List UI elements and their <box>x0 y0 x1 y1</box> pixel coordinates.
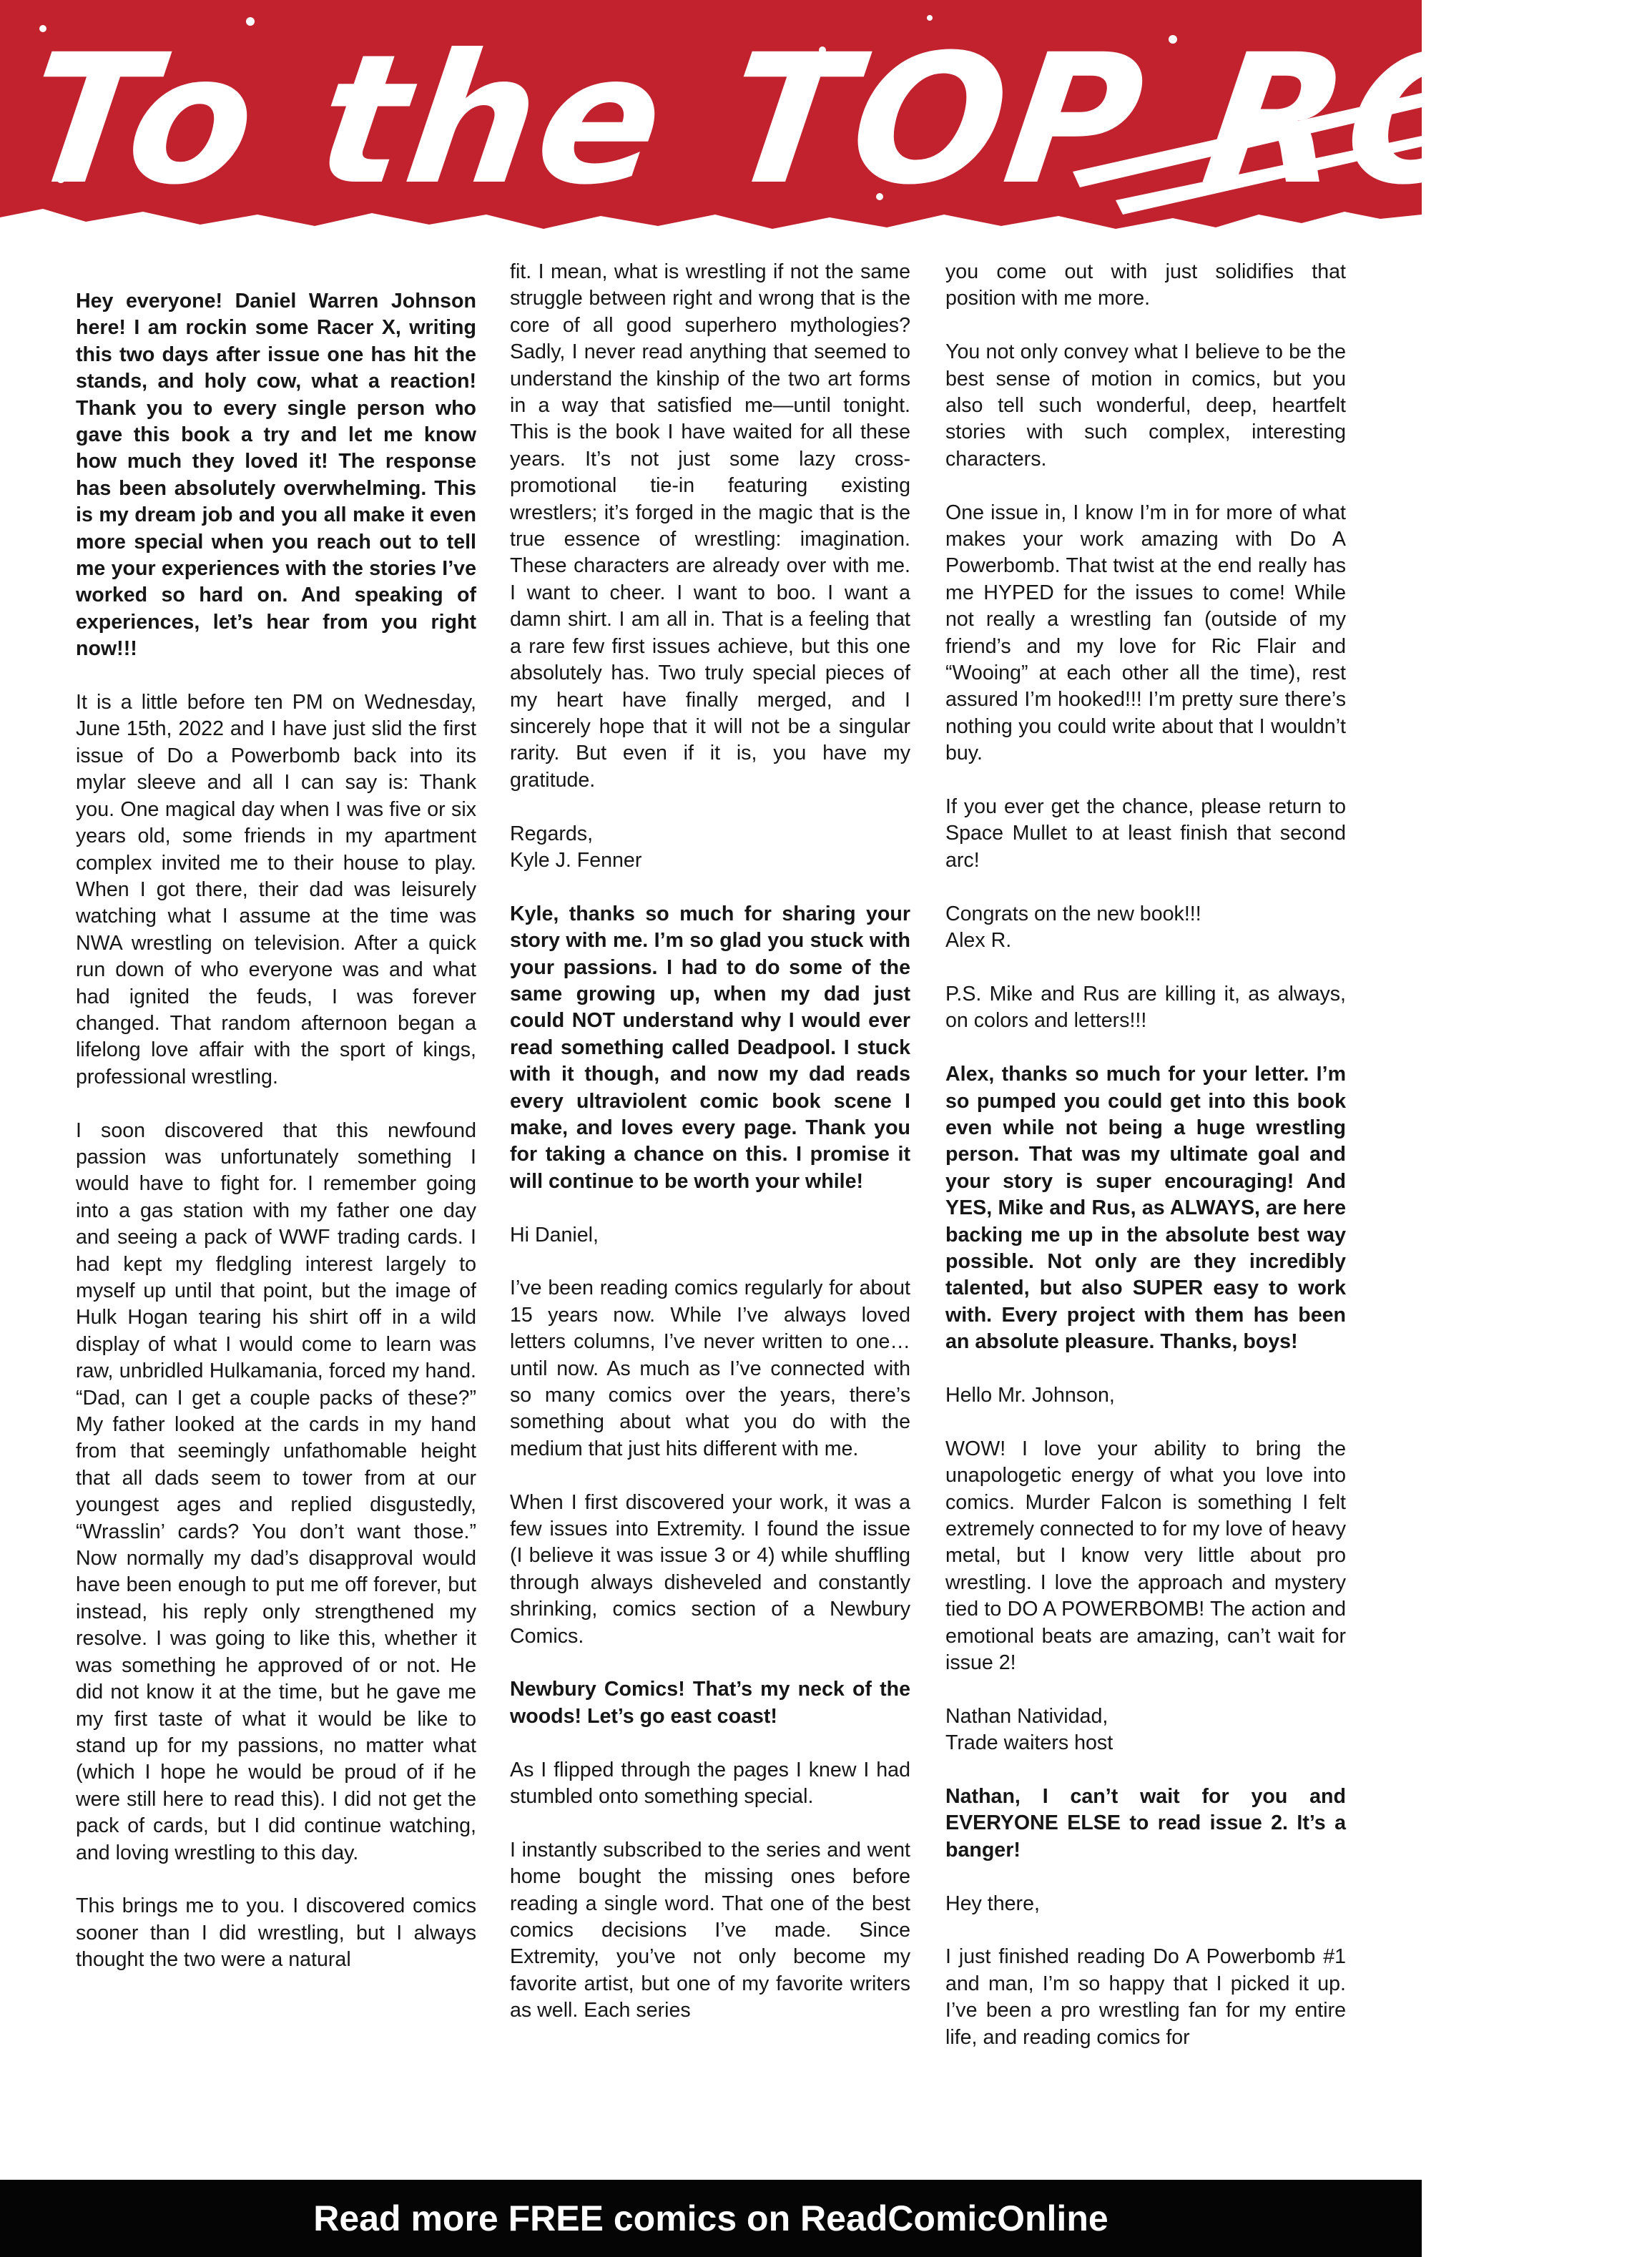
letter-greeting: Hey there, <box>945 1892 1040 1915</box>
letter-greeting: Hi Daniel, <box>510 1223 599 1246</box>
letter-paragraph: I just finished reading Do A Powerbomb #1 and man, I’m so happy that I picked it up. I’ve been a pro wrestling fan for my entire life, and reading comics for <box>945 1945 1346 2049</box>
letter-paragraph: It is a little before ten PM on Wednesday, June 15th, 2022 and I have just slid the first issue of Do a Powerbomb back into its mylar sleeve and all I can say is: Thank you. One magical day when I was five or six years old, some friends in my apartment complex invited me to their house to play. When I got there, their dad was leisurely watching what I assume at the time was NWA wrestling on television. After a quick run down of who everyone was and what had ignited the feuds, I was forever changed. That random afternoon began a lifelong love affair with the sport of kings, professional wrestling. <box>76 691 476 1088</box>
letter-paragraph: WOW! I love your ability to bring the unapologetic energy of what you love into comics. Murder Falcon is something I felt extremely connected to for my love of heavy metal, but I know very little about pro wrestling. I love the approach and mystery tied to DO A POWERBOMB! The action and emotional beats are amazing, can’t wait for issue 2! <box>945 1437 1346 1674</box>
letter-paragraph: If you ever get the chance, please return to Space Mullet to at least finish that second arc! <box>945 795 1346 872</box>
letters-column-1 <box>76 288 476 2148</box>
letter-paragraph: I soon discovered that this newfound passion was unfortunately something I would have to fight for. I remember going into a gas station with my father one day and seeing a pack of WWF trading cards. I had kept my fledgling interest largely to myself up until that point, but the image of Hulk Hogan tearing his shirt off in a wild display of what I would come to learn was raw, unbridled Hulkamania, forced my hand. “Dad, can I get a couple packs of these?” My father looked at the cards in my hand from that seemingly unfathomable height that all dads seem to tower from at our youngest ages and replied disgustedly, “Wrasslin’ cards? You don’t want those.” Now normally my dad’s disapproval would have been enough to put me off forever, but instead, his reply only strengthened my resolve. I was going to like this, whether it was something he approved of or not. He did not know it at the time, but he gave me my first taste of what it would be like to stand up for my passions, no matter what (which I hope he would be proud of if he were still here to read this). I did not get the pack of cards, but I did continue watching, and loving wrestling to this day. <box>76 1118 476 1864</box>
letter-paragraph: When I first discovered your work, it was a few issues into Extremity. I found the issue (I believe it was issue 3 or 4) while shuffling through always disheveled and constantly shrinking, comics section of a Newbury Comics. <box>510 1490 910 1648</box>
footer-banner: Read more FREE comics on ReadComicOnline <box>0 2180 1422 2257</box>
reply-paragraph: Alex, thanks so much for your letter. I’m so pumped you could get into this book even while not being a huge wrestling person. That was my ultimate goal and your story is super encouraging! And YES, Mike and Rus, as ALWAYS, are here backing me up in the absolute best way possible. Not only are they incredibly talented, but also SUPER easy to work with. Every project with them has been an absolute pleasure. Thanks, boys! <box>945 1063 1346 1354</box>
banner-title: To the TOP ROP <box>14 16 1652 224</box>
letter-paragraph: you come out with just solidifies that position with me more. <box>945 260 1346 310</box>
letter-paragraph: This brings me to you. I discovered comics sooner than I did wrestling, but I always thought the two were a natural <box>76 1894 476 1972</box>
letter-signature: Nathan Natividad, <box>945 1704 1108 1728</box>
letter-paragraph: As I flipped through the pages I knew I had stumbled onto something special. <box>510 1758 910 1809</box>
title-banner <box>0 0 1652 243</box>
reply-paragraph: Nathan, I can’t wait for you and EVERYONE ELSE to read issue 2. It’s a banger! <box>945 1785 1346 1862</box>
letter-signature-title: Trade waiters host <box>945 1731 1113 1755</box>
letter-postscript: P.S. Mike and Rus are killing it, as always, on colors and letters!!! <box>945 982 1346 1033</box>
reply-paragraph: Kyle, thanks so much for sharing your story with me. I’m so glad you stuck with your passions. I had to do some of the same growing up, when my dad just could NOT understand why I would ever read something called Deadpool. I stuck with it though, and now my dad reads every ultraviolent comic book scene I make, and loves every page. Thank you for taking a chance on this. I promise it will continue to be worth your while! <box>510 902 910 1193</box>
letter-paragraph: fit. I mean, what is wrestling if not the same struggle between right and wrong that is the core of all good superhero mythologies? Sadly, I never read anything that seemed to understand the kinship of the two art forms in a way that satisfied me—until tonight. This is the book I have waited for all these years. It’s not just some lazy cross-promotional tie-in featuring existing wrestlers; it’s forged in the magic that is the true essence of wrestling: imagination. These characters are already over with me. I want to cheer. I want to boo. I want a damn shirt. I am all in. That is a feeling that a rare few first issues achieve, but this one absolutely has. Two truly special pieces of my heart have finally merged, and I sincerely hope that it will not be a singular rarity. But even if it is, you have my gratitude. <box>510 260 910 792</box>
letter-signature: Alex R. <box>945 929 1012 953</box>
reply-paragraph: Newbury Comics! That’s my neck of the woods! Let’s go east coast! <box>510 1678 910 1728</box>
letter-paragraph: I’ve been reading comics regularly for about 15 years now. While I’ve always loved letters columns, I’ve never written to one… until now. As much as I’ve connected with so many comics over the years, there’s something about what you do with the medium that just hits different with me. <box>510 1277 910 1460</box>
letter-paragraph: You not only convey what I believe to be the best sense of motion in comics, but you also tell such wonderful, deep, heartfelt stories with such complex, interesting characters. <box>945 340 1346 471</box>
letter-paragraph: I instantly subscribed to the series and went home bought the missing ones before reading a single word. That one of the best comics decisions I’ve made. Since Extremity, you’ve not only become my favorite artist, but one of my favorite writers as well. Each series <box>510 1838 910 2022</box>
letter-signoff: Regards, <box>510 822 594 845</box>
letters-column-2 <box>510 259 910 2118</box>
letter-paragraph: One issue in, I know I’m in for more of what makes your work amazing with Do A Powerbomb. That twist at the end really has me HYPED for the issues to come! While not really a wrestling fan (outside of my friend’s and my love for Ric Flair and “Wooing” at each other all the time), rest assured I’m hooked!!! I’m pretty sure there’s nothing you could write about that I wouldn’t buy. <box>945 501 1346 765</box>
intro-paragraph: Hey everyone! Daniel Warren Johnson here! I am rockin some Racer X, writing this two days after issue one has hit the stands, and holy cow, what a reaction! Thank you to every single person who gave this book a try and let me know how much they loved it! The response has been absolutely overwhelming. This is my dream job and you all make it even more special when you reach out to tell me your experiences with the stories I’ve worked so hard on. And speaking of experiences, let’s hear from you right now!!! <box>76 290 476 661</box>
letter-signature: Kyle J. Fenner <box>510 848 642 872</box>
letters-column-3 <box>945 259 1346 2118</box>
letter-greeting: Hello Mr. Johnson, <box>945 1383 1115 1407</box>
letter-signoff: Congrats on the new book!!! <box>945 902 1201 925</box>
